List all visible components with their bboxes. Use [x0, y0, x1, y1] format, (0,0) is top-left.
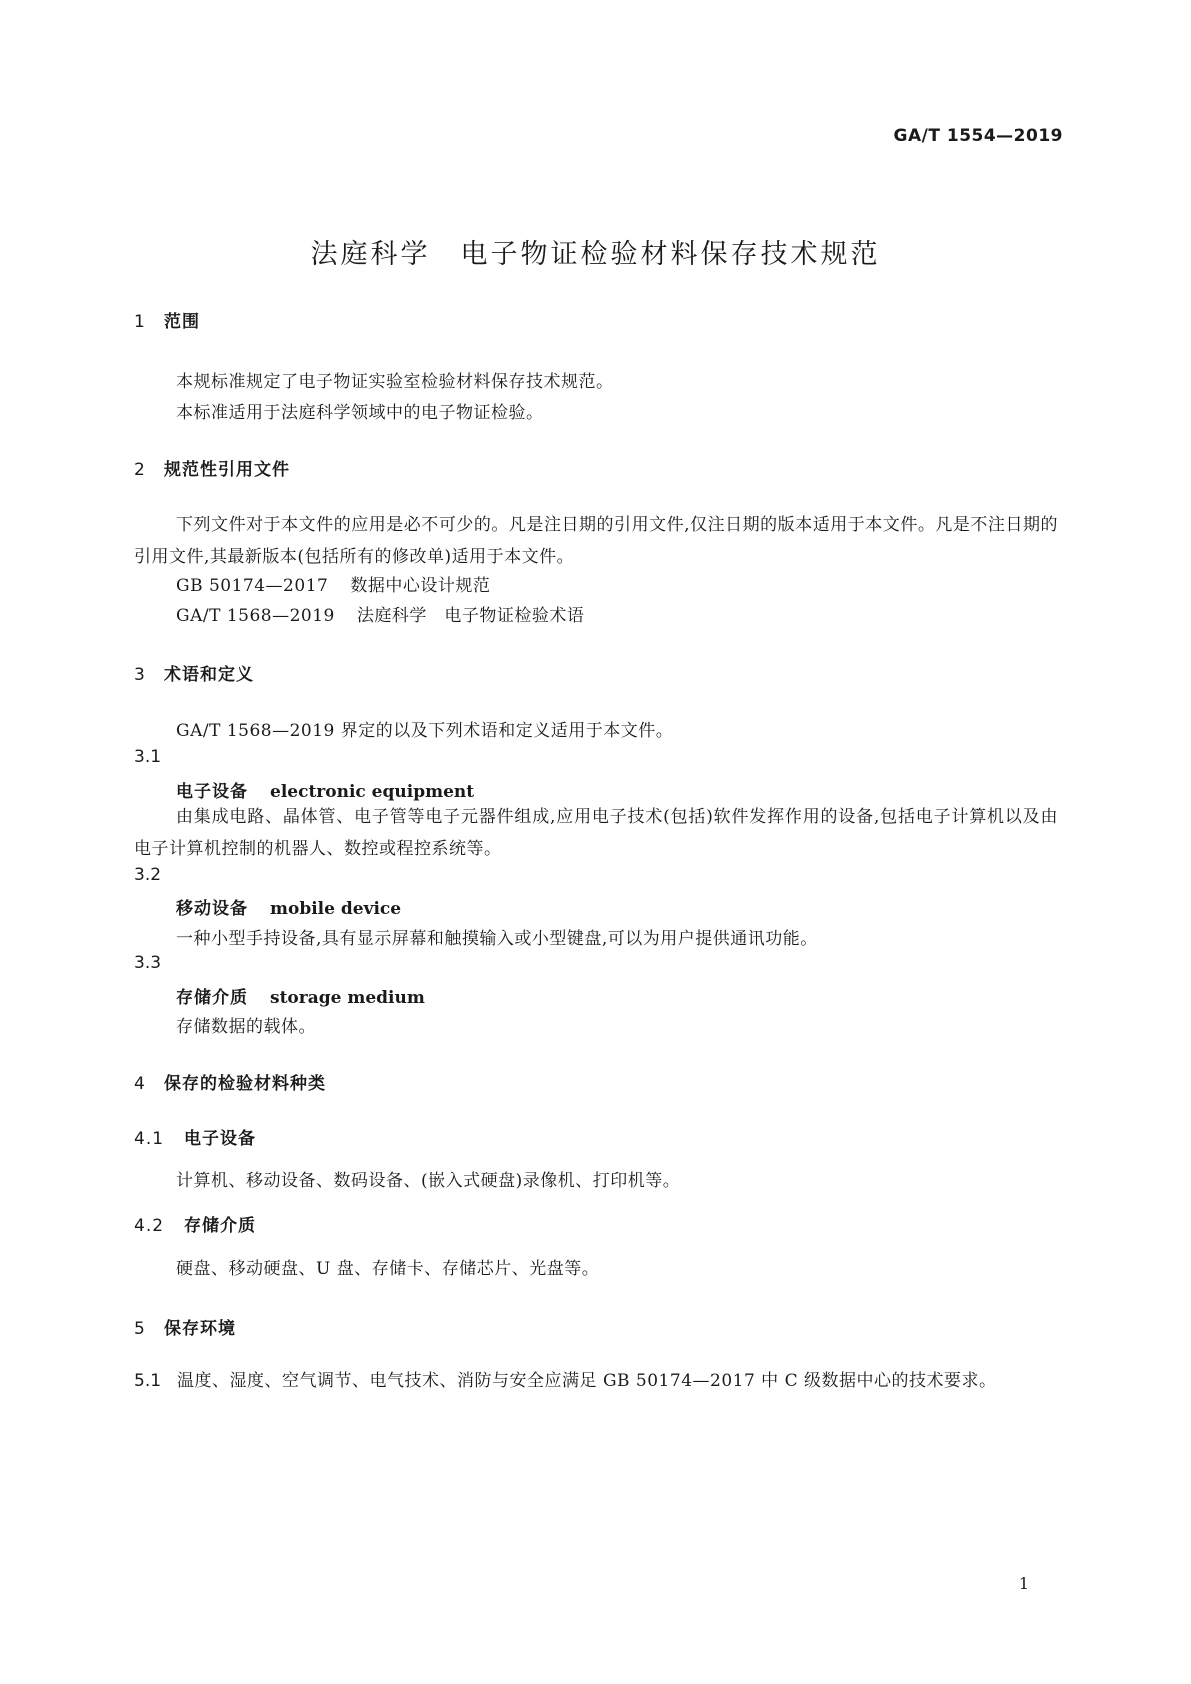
document-title: 法庭科学 电子物证检验材料保存技术规范 — [310, 239, 881, 270]
clause-number: 5.1 — [134, 1371, 162, 1391]
section-4-heading — [134, 1069, 326, 1094]
section-title: 保存环境 — [164, 1319, 236, 1339]
section-title: 规范性引用文件 — [164, 460, 290, 480]
term-number: 3.3 — [134, 953, 162, 973]
subsection-title: 电子设备 — [184, 1129, 256, 1149]
section-number: 1 — [134, 312, 146, 332]
section-5-heading — [134, 1314, 236, 1339]
subsection-title: 存储介质 — [184, 1216, 256, 1236]
paragraph: GA/T 1568—2019 界定的以及下列术语和定义适用于本文件。 — [176, 721, 674, 741]
subsection-number: 4.1 — [134, 1129, 165, 1149]
term-definition: 存储数据的载体。 — [176, 1017, 316, 1037]
term-heading — [176, 777, 474, 802]
paragraph: 计算机、移动设备、数码设备、(嵌入式硬盘)录像机、打印机等。 — [176, 1171, 681, 1191]
paragraph: 下列文件对于本文件的应用是必不可少的。凡是注日期的引用文件,仅注日期的版本适用于本文件。凡是不注日期的引用文件,其最新版本(包括所有的修改单)适用于本文件。 — [134, 515, 1058, 567]
reference-code: GA/T 1568—2019 — [176, 606, 335, 626]
normative-reference — [176, 571, 490, 596]
paragraph: 本标准适用于法庭科学领域中的电子物证检验。 — [176, 403, 544, 423]
section-1-heading — [134, 307, 200, 332]
section-title: 范围 — [164, 312, 200, 332]
standard-number: GA/T 1554—2019 — [893, 126, 1063, 146]
subsection-4-1-heading — [134, 1124, 256, 1149]
term-heading — [176, 983, 425, 1008]
subsection-number: 4.2 — [134, 1216, 165, 1236]
normative-reference — [176, 601, 584, 626]
section-number: 5 — [134, 1319, 146, 1339]
section-number: 4 — [134, 1074, 146, 1094]
section-number: 3 — [134, 665, 146, 685]
reference-title: 数据中心设计规范 — [350, 576, 491, 596]
reference-code: GB 50174—2017 — [176, 576, 329, 596]
term-zh: 存储介质 — [176, 988, 248, 1008]
term-en: storage medium — [270, 988, 425, 1008]
term-definition: 由集成电路、晶体管、电子管等电子元器件组成,应用电子技术(包括)软件发挥作用的设备,包括电子计算机以及由电子计算机控制的机器人、数控或程控系统等。 — [134, 807, 1058, 859]
section-number: 2 — [134, 460, 146, 480]
reference-title: 法庭科学 电子物证检验术语 — [356, 606, 585, 626]
term-zh: 电子设备 — [176, 782, 248, 802]
clause-5-1 — [134, 1365, 1058, 1397]
subsection-4-2-heading — [134, 1211, 256, 1236]
term-number: 3.1 — [134, 747, 162, 767]
term-zh: 移动设备 — [176, 899, 248, 919]
term-definition: 一种小型手持设备,具有显示屏幕和触摸输入或小型键盘,可以为用户提供通讯功能。 — [176, 929, 818, 949]
section-title: 保存的检验材料种类 — [164, 1074, 326, 1094]
term-en: electronic equipment — [270, 782, 475, 802]
term-en: mobile device — [270, 899, 402, 919]
section-3-heading — [134, 660, 254, 685]
page-number: 1 — [1018, 1574, 1029, 1593]
clause-text: 温度、湿度、空气调节、电气技术、消防与安全应满足 GB 50174—2017 中 C 级数据中心的技术要求。 — [177, 1371, 997, 1391]
term-heading — [176, 894, 401, 919]
paragraph: 硬盘、移动硬盘、U 盘、存储卡、存储芯片、光盘等。 — [176, 1259, 600, 1279]
section-2-heading — [134, 455, 290, 480]
term-number: 3.2 — [134, 865, 162, 885]
paragraph: 本规标准规定了电子物证实验室检验材料保存技术规范。 — [176, 372, 614, 392]
section-title: 术语和定义 — [164, 665, 254, 685]
